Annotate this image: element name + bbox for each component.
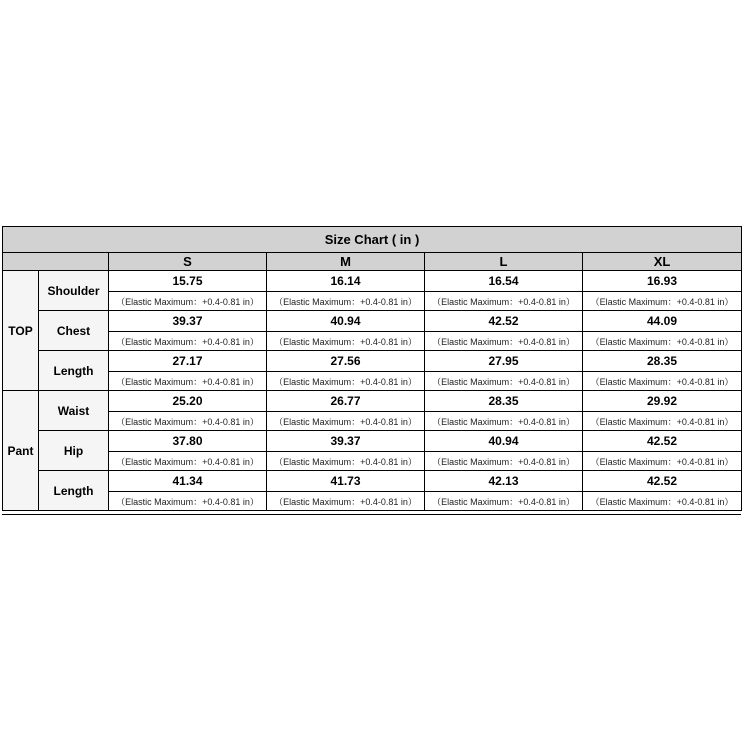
elastic-note: （Elastic Maximum：+0.4-0.81 in） [109,412,267,431]
elastic-note: （Elastic Maximum：+0.4-0.81 in） [583,292,742,311]
bottom-rule [2,514,741,515]
group-label-pant: Pant [3,391,39,511]
value-cell: 37.80 [109,431,267,452]
elastic-note: （Elastic Maximum：+0.4-0.81 in） [267,412,425,431]
elastic-note: （Elastic Maximum：+0.4-0.81 in） [425,492,583,511]
elastic-note: （Elastic Maximum：+0.4-0.81 in） [583,412,742,431]
elastic-note: （Elastic Maximum：+0.4-0.81 in） [267,492,425,511]
header-corner [3,253,109,271]
elastic-row [3,492,742,511]
elastic-note: （Elastic Maximum：+0.4-0.81 in） [109,292,267,311]
elastic-note: （Elastic Maximum：+0.4-0.81 in） [583,372,742,391]
measure-label-shoulder: Shoulder [39,271,109,311]
elastic-note: （Elastic Maximum：+0.4-0.81 in） [425,452,583,471]
size-header-l: L [425,253,583,271]
value-cell: 16.14 [267,271,425,292]
value-cell: 29.92 [583,391,742,412]
elastic-note: （Elastic Maximum：+0.4-0.81 in） [109,372,267,391]
elastic-note: （Elastic Maximum：+0.4-0.81 in） [267,292,425,311]
size-header-m: M [267,253,425,271]
value-cell: 16.93 [583,271,742,292]
value-cell: 41.73 [267,471,425,492]
elastic-note: （Elastic Maximum：+0.4-0.81 in） [425,372,583,391]
elastic-note: （Elastic Maximum：+0.4-0.81 in） [583,492,742,511]
table-row [3,351,742,372]
size-header-xl: XL [583,253,742,271]
elastic-note: （Elastic Maximum：+0.4-0.81 in） [583,452,742,471]
elastic-note: （Elastic Maximum：+0.4-0.81 in） [267,452,425,471]
value-cell: 42.13 [425,471,583,492]
value-cell: 44.09 [583,311,742,332]
table-row [3,271,742,292]
elastic-note: （Elastic Maximum：+0.4-0.81 in） [109,332,267,351]
table-row [3,391,742,412]
value-cell: 28.35 [425,391,583,412]
value-cell: 27.56 [267,351,425,372]
value-cell: 40.94 [267,311,425,332]
table-row [3,311,742,332]
elastic-note: （Elastic Maximum：+0.4-0.81 in） [109,492,267,511]
elastic-row [3,372,742,391]
elastic-note: （Elastic Maximum：+0.4-0.81 in） [425,292,583,311]
value-cell: 42.52 [583,431,742,452]
value-cell: 42.52 [583,471,742,492]
value-cell: 39.37 [267,431,425,452]
elastic-note: （Elastic Maximum：+0.4-0.81 in） [583,332,742,351]
title-row [3,227,742,253]
value-cell: 16.54 [425,271,583,292]
table-row [3,431,742,452]
measure-label-chest: Chest [39,311,109,351]
elastic-row [3,412,742,431]
measure-label-hip: Hip [39,431,109,471]
measure-label-pant-length: Length [39,471,109,511]
measure-label-top-length: Length [39,351,109,391]
elastic-note: （Elastic Maximum：+0.4-0.81 in） [425,412,583,431]
value-cell: 27.95 [425,351,583,372]
elastic-note: （Elastic Maximum：+0.4-0.81 in） [267,332,425,351]
elastic-row [3,332,742,351]
size-chart-table [2,226,742,511]
value-cell: 40.94 [425,431,583,452]
elastic-note: （Elastic Maximum：+0.4-0.81 in） [425,332,583,351]
value-cell: 41.34 [109,471,267,492]
value-cell: 28.35 [583,351,742,372]
chart-title: Size Chart ( in ) [3,227,742,253]
measure-label-waist: Waist [39,391,109,431]
group-label-top: TOP [3,271,39,391]
value-cell: 27.17 [109,351,267,372]
table-row [3,471,742,492]
value-cell: 39.37 [109,311,267,332]
value-cell: 25.20 [109,391,267,412]
size-header-s: S [109,253,267,271]
elastic-note: （Elastic Maximum：+0.4-0.81 in） [109,452,267,471]
elastic-row [3,452,742,471]
value-cell: 15.75 [109,271,267,292]
value-cell: 26.77 [267,391,425,412]
elastic-note: （Elastic Maximum：+0.4-0.81 in） [267,372,425,391]
value-cell: 42.52 [425,311,583,332]
elastic-row [3,292,742,311]
size-header-row [3,253,742,271]
